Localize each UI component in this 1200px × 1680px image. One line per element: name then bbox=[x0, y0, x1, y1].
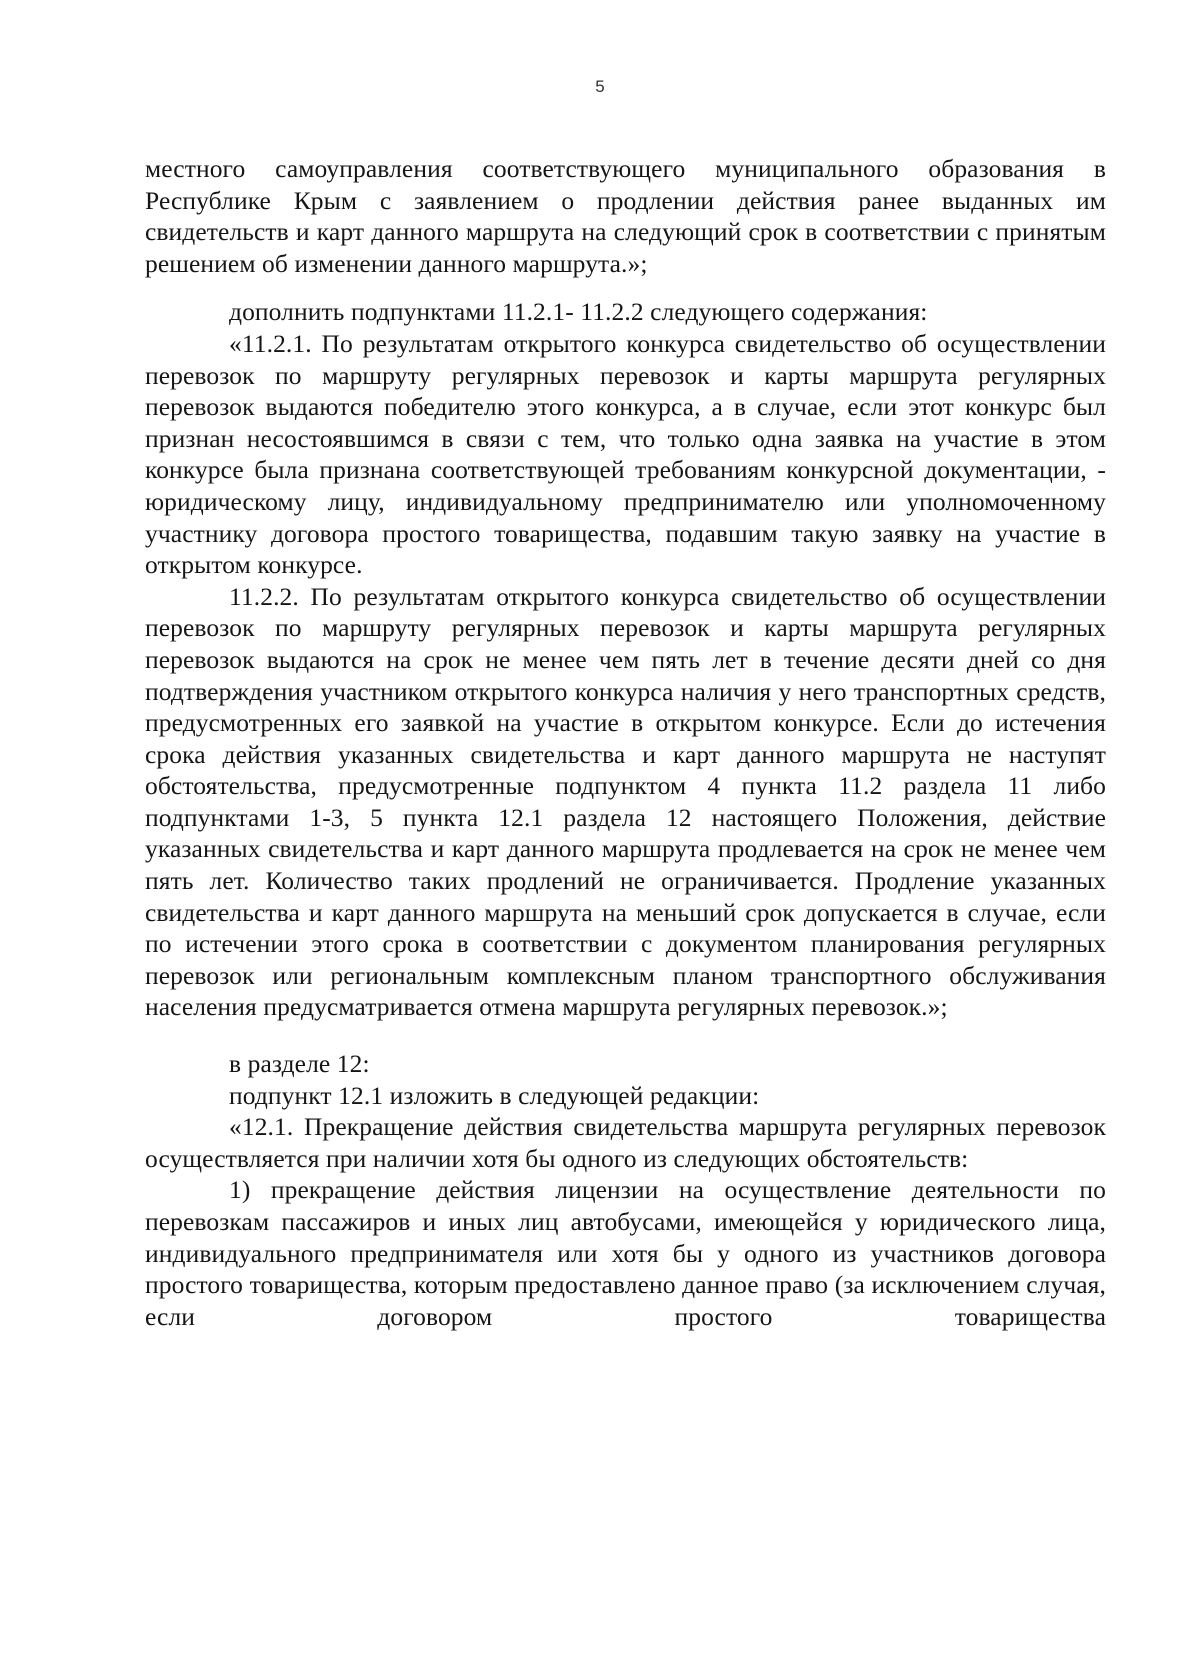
paragraph-item-1: 1) прекращение действия лицензии на осуществление деятельности по перевозкам пассажиров и иных лиц автобусами, имеющейся у юридического лица, индивидуального предпринимателя или хотя бы у одного из участников договора простого товарищества, которым предоставлено данное право (за исключением случая, если договором простого товарищества bbox=[145, 1175, 1106, 1331]
paragraph-12-1: «12.1. Прекращение действия свидетельства маршрута регулярных перевозок осуществляется при наличии хотя бы одного из следующих обстоятельств: bbox=[145, 1112, 1106, 1173]
paragraph-subitem-12-1-intro: подпункт 12.1 изложить в следующей редакции: bbox=[229, 1080, 760, 1110]
spacer bbox=[145, 279, 1106, 296]
paragraph-11-2-2: 11.2.2. По результатам открытого конкурса свидетельство об осуществлении перевозок по маршруту регулярных перевозок и карты маршрута регулярных перевозок выдаются на срок не менее чем пять лет в течение десяти дней со дня подтверждения участником открытого конкурса наличия у него транспортных средств, предусмотренных его заявкой на участие в открытом конкурсе. Если до истечения срока действия указанных свидетельства и карт данного маршрута не наступят обстоятельства, предусмотренные подпунктом 4 пункта 11.2 раздела 11 либо подпунктами 1-3, 5 пункта 12.1 раздела 12 настоящего Положения, действие указанных свидетельства и карт данного маршрута продлевается на срок не менее чем пять лет. Количество таких продлений не ограничивается. Продление указанных свидетельства и карт данного маршрута на меньший срок допускается в случае, если по истечении этого срока в соответствии с документом планирования регулярных перевозок или региональным комплексным планом транспортного обслуживания населения предусматривается отмена маршрута регулярных перевозок.»; bbox=[145, 581, 1106, 1022]
document-body bbox=[145, 153, 1106, 1332]
paragraph-section-12: в разделе 12: bbox=[229, 1049, 370, 1079]
page-number: 5 bbox=[595, 77, 605, 96]
paragraph-continuation: местного самоуправления соответствующего муниципального образования в Республике Крым с заявлением о продлении действия ранее выданных им свидетельств и карт данного маршрута на следующий срок в соответствии с принятым решением об изменении данного маршрута.»; bbox=[145, 154, 1106, 278]
paragraph-amendment-intro: дополнить подпунктами 11.2.1- 11.2.2 следующего содержания: bbox=[229, 297, 928, 327]
paragraph-11-2-1: «11.2.1. По результатам открытого конкурса свидетельство об осуществлении перевозок по маршруту регулярных перевозок и карты маршрута регулярных перевозок выдаются победителю этого конкурса, а в случае, если этот конкурс был признан несостоявшимся в связи с тем, что только одна заявка на участие в этом конкурсе была признана соответствующей требованиям конкурсной документации, - юридическому лицу, индивидуальному предпринимателю или уполномоченному участнику договора простого товарищества, подавшим такую заявку на участие в открытом конкурсе. bbox=[145, 328, 1106, 580]
spacer bbox=[145, 1023, 1106, 1048]
